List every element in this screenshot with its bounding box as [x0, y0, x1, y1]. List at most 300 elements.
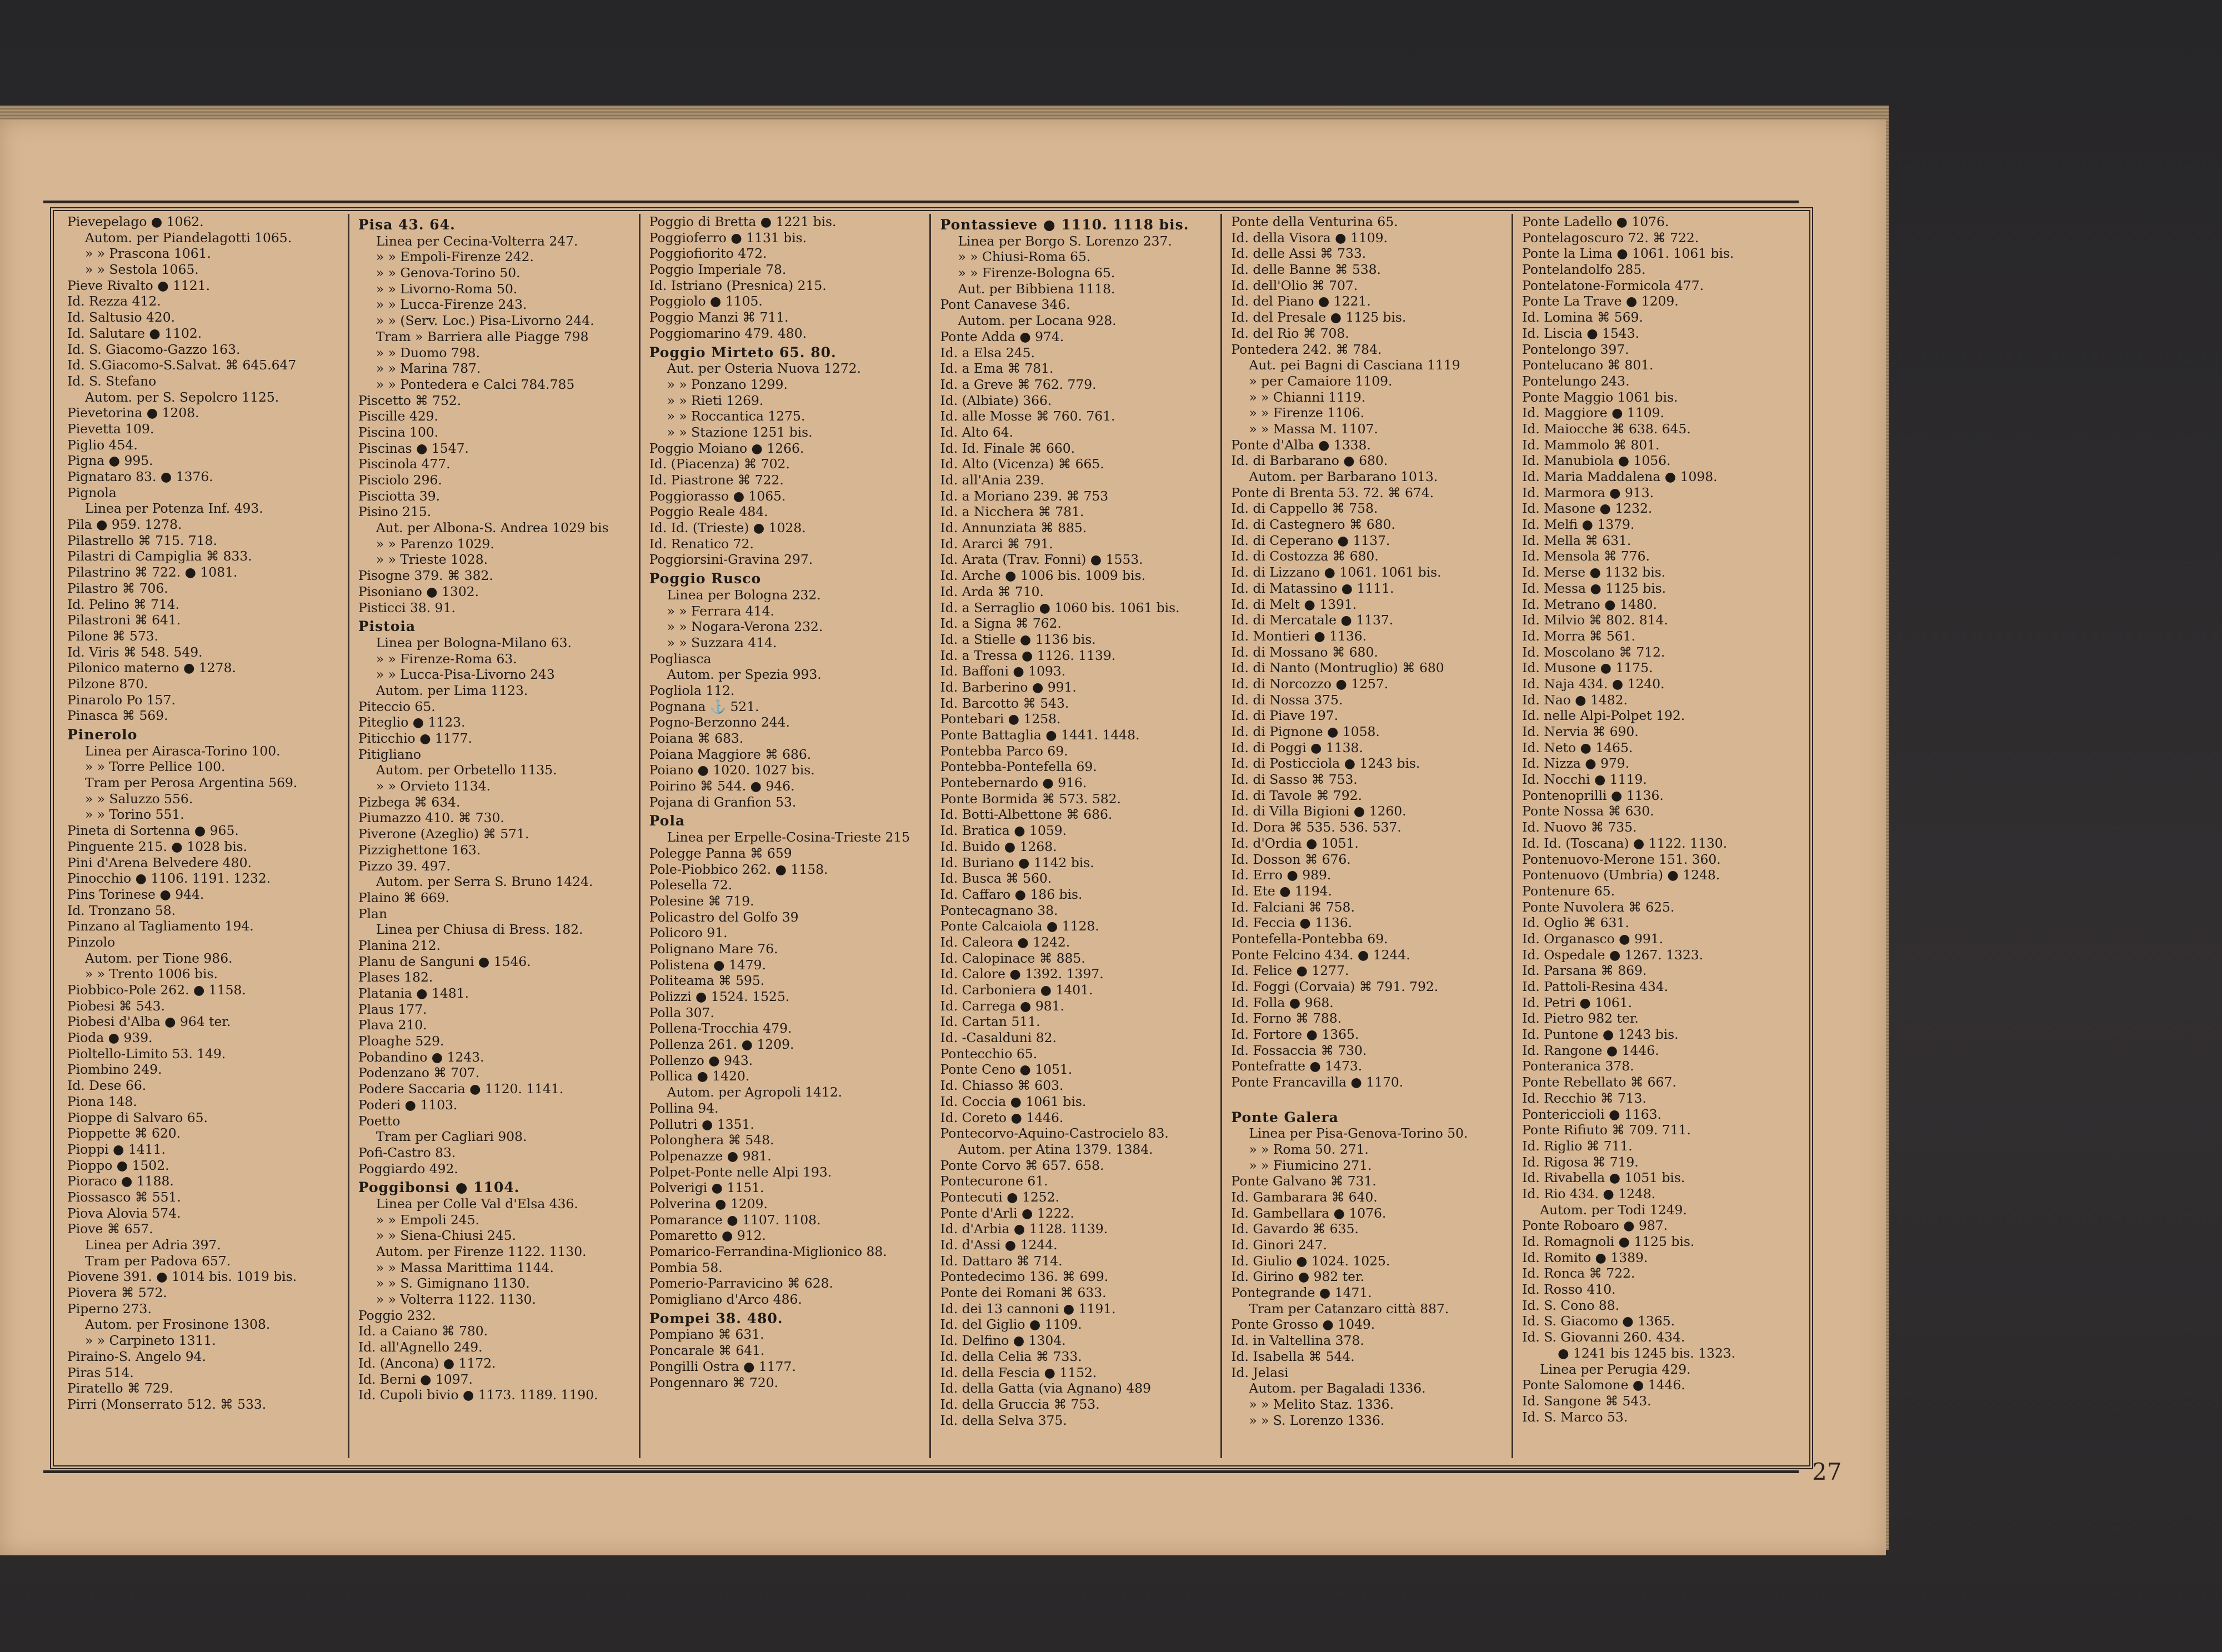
index-entry: Ponte la Lima ● 1061. 1061 bis. [1522, 246, 1734, 262]
index-entry: Pombia 58. [649, 1259, 723, 1275]
index-entry: Id. della Selva 375. [940, 1412, 1067, 1428]
index-entry: Ponte Adda ● 974. [940, 328, 1064, 344]
index-entry: Ponte Ladello ● 1076. [1522, 214, 1669, 229]
index-entry: Id. Ospedale ● 1267. 1323. [1522, 947, 1704, 963]
index-entry: Pioppi ● 1411. [67, 1141, 166, 1157]
index-entry: Piteccio 65. [358, 698, 436, 714]
index-entry: Id. Dattaro ⌘ 714. [940, 1253, 1063, 1269]
index-entry: Pigna ● 995. [67, 453, 153, 469]
index-entry: Poggio di Bretta ● 1221 bis. [649, 214, 837, 229]
page-number: 27 [1812, 1458, 1842, 1485]
index-entry: Pilastro ⌘ 706. [67, 580, 168, 596]
index-entry: » » Empoli 245. [376, 1212, 480, 1228]
index-entry: Id. di Pignone ● 1058. [1231, 724, 1380, 739]
index-entry: Id. a Tressa ● 1126. 1139. [940, 647, 1116, 663]
index-entry: Id. Ararci ⌘ 791. [940, 535, 1053, 552]
index-entry: Ponte Grosso ● 1049. [1231, 1316, 1375, 1333]
index-entry: Poggioferro ● 1131 bis. [649, 229, 807, 246]
index-entry: » » Duomo 798. [376, 344, 480, 361]
index-entry: Id. Arda ⌘ 710. [940, 583, 1044, 599]
index-entry: Pontecuti ● 1252. [940, 1189, 1059, 1205]
index-entry: Pognana ⚓ 521. [649, 698, 759, 714]
index-entry: Tram per Perosa Argentina 569. [85, 775, 298, 791]
index-entry: Poggiofiorito 472. [649, 246, 767, 262]
index-entry: Id. Viris ⌘ 548. 549. [67, 644, 203, 660]
index-entry: Pontelatone-Formicola 477. [1522, 277, 1704, 293]
index-entry: Id. Marmora ● 913. [1522, 484, 1654, 500]
index-entry: Piperno 273. [67, 1300, 152, 1316]
index-heading: Pistoia [358, 618, 416, 635]
index-entry: » » Firenze 1106. [1249, 405, 1365, 421]
index-entry: Id. Romagnoli ● 1125 bis. [1522, 1234, 1695, 1249]
index-entry: Ponte Rebellato ⌘ 667. [1522, 1074, 1676, 1090]
index-entry: Pontebernardo ● 916. [940, 775, 1087, 791]
index-entry: Id. Dosson ⌘ 676. [1231, 851, 1351, 867]
index-entry: Id. Recchio ⌘ 713. [1522, 1090, 1647, 1106]
index-entry: Autom. per Firenze 1122. 1130. [376, 1244, 587, 1259]
index-entry: Id. (Albiate) 366. [940, 392, 1052, 408]
index-entry: Id. Pattoli-Resina 434. [1522, 979, 1669, 994]
index-entry: Poggiomarino 479. 480. [649, 325, 807, 341]
index-entry: Id. all'Agnello 249. [358, 1339, 483, 1355]
index-entry: » » S. Gimignano 1130. [376, 1275, 530, 1291]
index-entry: Linea per Bologna 232. [667, 587, 821, 603]
index-entry: Id. Annunziata ⌘ 885. [940, 520, 1087, 536]
index-entry: Piona 148. [67, 1093, 137, 1109]
index-entry: Id. S. Giacomo-Gazzo 163. [67, 341, 241, 357]
index-entry: Ponte Galvano ⌘ 731. [1231, 1173, 1377, 1189]
index-entry: » » Roccantica 1275. [667, 408, 805, 424]
index-entry: Poggio Reale 484. [649, 504, 768, 520]
index-entry: Id. Chiasso ⌘ 603. [940, 1078, 1064, 1094]
index-entry: Autom. per Orbetello 1135. [376, 762, 557, 778]
index-entry: Poderi ● 1103. [358, 1097, 458, 1113]
index-entry: Polesella 72. [649, 877, 733, 893]
index-entry: Pinasca ⌘ 569. [67, 708, 168, 724]
index-entry: Pioppette ⌘ 620. [67, 1125, 181, 1142]
timetable-index-page [0, 119, 1886, 1555]
index-entry: Piticchio ● 1177. [358, 730, 472, 746]
index-entry: Id. S.Giacomo-S.Salvat. ⌘ 645.647 [67, 357, 297, 373]
index-entry: Id. Saltusio 420. [67, 309, 176, 326]
index-entry: Id. Metrano ● 1480. [1522, 596, 1657, 612]
index-entry: Id. Nuovo ⌘ 735. [1522, 819, 1637, 835]
index-entry: Ponte Francavilla ● 1170. [1231, 1074, 1404, 1090]
index-entry: Id. delle Assi ⌘ 733. [1231, 246, 1367, 262]
index-entry: Polizzi ● 1524. 1525. [649, 989, 790, 1004]
index-entry: Id. S. Giacomo ● 1365. [1522, 1313, 1675, 1329]
index-entry: Id. della Gatta (via Agnano) 489 [940, 1380, 1151, 1396]
index-entry: Id. Ronca ⌘ 722. [1522, 1265, 1635, 1281]
index-entry: Pioda ● 939. [67, 1030, 153, 1046]
index-entry: » » Ponzano 1299. [667, 376, 788, 392]
index-entry: Poggiardo 492. [358, 1160, 458, 1177]
index-entry: Id. Rosso 410. [1522, 1281, 1616, 1298]
index-entry: Polverina ● 1209. [649, 1195, 768, 1212]
index-entry: Id. d'Assi ● 1244. [940, 1237, 1058, 1253]
index-entry: Ponte d'Arli ● 1222. [940, 1205, 1074, 1221]
index-entry: Autom. per Barbarano 1013. [1249, 469, 1438, 484]
index-entry: Id. Erro ● 989. [1231, 867, 1332, 883]
index-entry: Ponte Felcino 434. ● 1244. [1231, 947, 1410, 963]
index-entry: Pieve Rivalto ● 1121. [67, 277, 211, 293]
index-entry: Id. Naja 434. ● 1240. [1522, 675, 1665, 692]
index-entry: Piobesi ⌘ 543. [67, 998, 165, 1014]
index-entry: Autom. per Lima 1123. [376, 682, 528, 698]
index-entry: Id. Barcotto ⌘ 543. [940, 695, 1069, 711]
index-entry: Pievepelago ● 1062. [67, 214, 204, 229]
index-entry: Id. Id. (Trieste) ● 1028. [649, 520, 806, 536]
index-entry: Piove ⌘ 657. [67, 1221, 153, 1237]
index-entry: » » Fiumicino 271. [1249, 1157, 1372, 1173]
index-entry: Id. Rivabella ● 1051 bis. [1522, 1170, 1685, 1186]
index-entry: » » Volterra 1122. 1130. [376, 1291, 536, 1308]
index-entry: Piverone (Azeglio) ⌘ 571. [358, 826, 529, 842]
index-entry: Piobesi d'Alba ● 964 ter. [67, 1014, 231, 1030]
index-entry [1231, 1090, 1503, 1107]
index-entry: Pongilli Ostra ● 1177. [649, 1358, 796, 1374]
index-entry: Id. Baffoni ● 1093. [940, 663, 1066, 679]
index-entry: Pontenuovo (Umbria) ● 1248. [1522, 867, 1720, 883]
index-entry: Id. Organasco ● 991. [1522, 930, 1664, 947]
index-entry: Id. a Moriano 239. ⌘ 753 [940, 488, 1109, 504]
index-entry: Id. di Poggi ● 1138. [1231, 739, 1363, 755]
index-entry: Podenzano ⌘ 707. [358, 1065, 480, 1081]
index-entry: Id. Renatico 72. [649, 535, 754, 552]
index-entry: Id. Dora ⌘ 535. 536. 537. [1231, 819, 1402, 835]
index-entry: Aut. per Albona-S. Andrea 1029 bis [376, 520, 609, 536]
index-entry: Poiano ● 1020. 1027 bis. [649, 762, 815, 778]
index-entry: Pomarico-Ferrandina-Miglionico 88. [649, 1244, 887, 1259]
index-entry: Pontecurone 61. [940, 1173, 1048, 1189]
index-entry: Id. a Signa ⌘ 762. [940, 615, 1062, 632]
index-entry: Id. Romito ● 1389. [1522, 1249, 1648, 1265]
index-entry: Ponte Nuvolera ⌘ 625. [1522, 899, 1675, 915]
index-entry: » » Roma 50. 271. [1249, 1141, 1369, 1157]
index-entry: Pontefratte ● 1473. [1231, 1058, 1363, 1074]
index-entry: Pioraco ● 1188. [67, 1173, 174, 1189]
index-heading: Pisa 43. 64. [358, 217, 456, 233]
index-entry: Id. di Mossano ⌘ 680. [1231, 644, 1378, 660]
index-entry: Id. Id. Finale ⌘ 660. [940, 440, 1075, 456]
index-entry: Id. di Melt ● 1391. [1231, 596, 1357, 612]
index-entry: Id. Alto (Vicenza) ⌘ 665. [940, 456, 1104, 472]
index-entry: Pinguente 215. ● 1028 bis. [67, 838, 248, 854]
index-entry: » » Prascona 1061. [85, 246, 211, 262]
index-entry: Pomarance ● 1107. 1108. [649, 1212, 821, 1228]
index-entry: Id. della Fescia ● 1152. [940, 1364, 1097, 1380]
index-entry: Id. Cupoli bivio ● 1173. 1189. 1190. [358, 1387, 598, 1403]
index-entry: Id. d'Arbia ● 1128. 1139. [940, 1221, 1108, 1237]
index-entry: Poggio 232. [358, 1307, 436, 1323]
index-entry: Piovera ⌘ 572. [67, 1285, 167, 1301]
index-heading: Pinerolo [67, 727, 138, 743]
index-entry: Pollutri ● 1351. [649, 1116, 754, 1132]
index-entry: Pilastri di Campiglia ⌘ 833. [67, 548, 252, 564]
index-entry: Id. Dese 66. [67, 1078, 147, 1094]
index-entry: Linea per Pisa-Genova-Torino 50. [1249, 1125, 1468, 1142]
index-entry: Id. -Casalduni 82. [940, 1030, 1057, 1046]
index-entry: Pilone ⌘ 573. [67, 628, 159, 644]
index-entry: Pineta di Sortenna ● 965. [67, 823, 239, 839]
index-entry: Pini d'Arena Belvedere 480. [67, 854, 252, 870]
index-heading: Pola [649, 813, 685, 829]
index-entry: Id. Buriano ● 1142 bis. [940, 854, 1094, 870]
index-entry: Linea per Colle Val d'Elsa 436. [376, 1195, 578, 1212]
index-entry: Pilzone 870. [67, 675, 148, 692]
index-entry: Pizbega ⌘ 634. [358, 794, 461, 810]
index-entry: » » Massa Marittima 1144. [376, 1259, 554, 1275]
index-entry: Piratello ⌘ 729. [67, 1380, 173, 1396]
index-entry: Pobandino ● 1243. [358, 1049, 484, 1065]
index-entry: Tram per Catanzaro città 887. [1249, 1300, 1449, 1316]
index-entry: Id. Tronzano 58. [67, 902, 176, 918]
index-entry: Id. Rio 434. ● 1248. [1522, 1185, 1656, 1202]
index-entry: Ponte Maggio 1061 bis. [1522, 389, 1678, 405]
index-entry: Id. Delfino ● 1304. [940, 1333, 1066, 1349]
index-entry: Id. Mammolo ⌘ 801. [1522, 437, 1660, 453]
index-entry: Ponte Roboaro ● 987. [1522, 1218, 1668, 1234]
index-entry: Piraino-S. Angelo 94. [67, 1348, 206, 1364]
index-entry: Piglio 454. [67, 437, 138, 453]
index-entry: Id. Gambellara ● 1076. [1231, 1205, 1387, 1221]
index-entry: Linea per Perugia 429. [1540, 1361, 1691, 1377]
index-entry: Id. di Sasso ⌘ 753. [1231, 772, 1358, 788]
index-entry: Id. del Presale ● 1125 bis. [1231, 309, 1407, 326]
index-column-3 [639, 214, 930, 1458]
index-heading: Poggibonsi ● 1104. [358, 1179, 520, 1196]
index-entry: Id. di Matassino ● 1111. [1231, 580, 1394, 596]
index-entry: Polignano Mare 76. [649, 940, 778, 957]
index-entry: Pogno-Berzonno 244. [649, 714, 790, 730]
index-entry: Pontegrande ● 1471. [1231, 1285, 1372, 1301]
index-entry: Id. Calore ● 1392. 1397. [940, 966, 1104, 982]
index-entry: » » Nogara-Verona 232. [667, 619, 823, 635]
index-entry: Id. Botti-Albettone ⌘ 686. [940, 807, 1113, 823]
index-entry: Ponte della Venturina 65. [1231, 214, 1398, 229]
index-entry: Id. Arata (Trav. Fonni) ● 1553. [940, 552, 1143, 568]
index-entry: Poggio Manzi ⌘ 711. [649, 309, 789, 326]
index-entry: Ponte Ceno ● 1051. [940, 1062, 1073, 1078]
index-entry: Ponte Bormida ⌘ 573. 582. [940, 790, 1121, 807]
index-entry: Linea per Borgo S. Lorenzo 237. [958, 233, 1172, 249]
index-heading: Pontassieve ● 1110. 1118 bis. [940, 217, 1189, 233]
index-entry: Id. Puntone ● 1243 bis. [1522, 1027, 1679, 1043]
index-entry: Id. Messa ● 1125 bis. [1522, 580, 1666, 596]
index-entry: Autom. per Atina 1379. 1384. [958, 1141, 1153, 1157]
index-entry: Id. Buido ● 1268. [940, 838, 1057, 854]
index-entry: Autom. per Piandelagotti 1065. [85, 229, 292, 246]
index-entry: » » Stazione 1251 bis. [667, 424, 813, 440]
index-entry: Id. Mensola ⌘ 776. [1522, 548, 1650, 564]
index-entry: Id. alle Mosse ⌘ 760. 761. [940, 408, 1115, 424]
index-entry: » » Genova-Torino 50. [376, 265, 521, 281]
index-entry: Polegge Panna ⌘ 659 [649, 845, 792, 861]
index-entry: Tram per Padova 657. [85, 1253, 231, 1269]
index-entry: Pollina 94. [649, 1100, 719, 1116]
index-entry: Pisticci 38. 91. [358, 599, 456, 615]
index-entry: Pont Canavese 346. [940, 297, 1070, 313]
index-entry: Id. a Greve ⌘ 762. 779. [940, 376, 1097, 392]
index-heading: Poggio Rusco [649, 570, 762, 587]
index-entry: Id. Girino ● 982 ter. [1231, 1269, 1365, 1285]
index-entry: » » Torino 551. [85, 807, 184, 823]
index-entry: Tram » Barriera alle Piagge 798 [376, 328, 589, 344]
index-entry: Ponte Corvo ⌘ 657. 658. [940, 1157, 1104, 1173]
index-entry: Pollenzo ● 943. [649, 1052, 753, 1068]
index-entry: Ponte Battaglia ● 1441. 1448. [940, 727, 1140, 743]
index-entry: Pompiano ⌘ 631. [649, 1326, 764, 1343]
index-entry: Ponte Salomone ● 1446. [1522, 1377, 1685, 1393]
index-entry: Linea per Cecina-Volterra 247. [376, 233, 578, 249]
index-entry: Id. di Lizzano ● 1061. 1061 bis. [1231, 564, 1442, 580]
index-entry: Id. di Nossa 375. [1231, 692, 1343, 708]
index-entry: Pontenuovo-Merone 151. 360. [1522, 851, 1721, 867]
index-entry: Platania ● 1481. [358, 985, 469, 1001]
index-entry: Id. Falciani ⌘ 758. [1231, 899, 1355, 915]
index-entry: Poggiorsini-Gravina 297. [649, 552, 813, 568]
index-entry: Id. Neto ● 1465. [1522, 739, 1633, 755]
index-entry: Id. Ginori 247. [1231, 1237, 1327, 1253]
index-entry: Id. Sangone ⌘ 543. [1522, 1393, 1652, 1409]
index-entry: Id. Moscolano ⌘ 712. [1522, 644, 1665, 660]
index-entry: Id. Melfi ● 1379. [1522, 517, 1635, 533]
index-entry: Id. Isabella ⌘ 544. [1231, 1348, 1355, 1364]
index-entry: Plan [358, 905, 388, 922]
index-entry: Id. del Giglio ● 1109. [940, 1316, 1082, 1333]
index-entry: Id. del Rio ⌘ 708. [1231, 325, 1349, 341]
index-column-6 [1512, 214, 1803, 1458]
index-entry: Id. Pelino ⌘ 714. [67, 596, 180, 612]
index-entry: Id. Milvio ⌘ 802. 814. [1522, 612, 1668, 628]
index-entry: Id. (Ancona) ● 1172. [358, 1355, 496, 1371]
index-entry: Id. di Piave 197. [1231, 708, 1339, 724]
index-entry: Id. Nervia ⌘ 690. [1522, 724, 1639, 739]
index-entry: Poetto [358, 1113, 401, 1129]
index-entry: » » Trieste 1028. [376, 552, 488, 568]
index-entry: Id. Coreto ● 1446. [940, 1109, 1064, 1125]
index-entry: Id. Pietro 982 ter. [1522, 1010, 1639, 1027]
index-entry: Id. Mella ⌘ 631. [1522, 532, 1632, 548]
index-entry: Pogliola 112. [649, 682, 735, 698]
index-entry: Id. Felice ● 1277. [1231, 963, 1349, 979]
index-entry: Id. di Barbarano ● 680. [1231, 453, 1388, 469]
index-entry: Pievetta 109. [67, 420, 154, 437]
index-entry: Id. Manubiola ● 1056. [1522, 453, 1671, 469]
index-entry: Id. di Ceperano ● 1137. [1231, 532, 1390, 548]
index-entry: ● 1241 bis 1245 bis. 1323. [1558, 1345, 1736, 1361]
index-entry: Pilastrino ⌘ 722. ● 1081. [67, 564, 238, 580]
index-entry: Id. Barberino ● 991. [940, 679, 1077, 695]
index-entry: Id. di Cappello ⌘ 758. [1231, 500, 1378, 517]
index-entry: » » Trento 1006 bis. [85, 966, 218, 982]
index-entry: Planu de Sanguni ● 1546. [358, 953, 531, 969]
index-entry: Id. di Tavole ⌘ 792. [1231, 787, 1362, 803]
index-entry: Ponteranica 378. [1522, 1058, 1634, 1074]
index-entry: Id. Musone ● 1175. [1522, 660, 1653, 676]
index-entry: Linea per Bologna-Milano 63. [376, 634, 572, 650]
index-entry: Pontefella-Pontebba 69. [1231, 930, 1388, 947]
index-entry: Pollenza 261. ● 1209. [649, 1037, 794, 1053]
index-entry: Pisogne 379. ⌘ 382. [358, 568, 493, 584]
index-entry: Id. Arche ● 1006 bis. 1009 bis. [940, 568, 1146, 584]
index-entry: Pollena-Trocchia 479. [649, 1020, 792, 1037]
index-entry: Pisoniano ● 1302. [358, 583, 479, 599]
index-entry: Pirri (Monserrato 512. ⌘ 533. [67, 1396, 267, 1412]
top-rule [43, 201, 1799, 203]
index-entry: Pilastrello ⌘ 715. 718. [67, 532, 217, 548]
index-entry: Pizzo 39. 497. [358, 858, 451, 874]
index-entry: Pisciolo 296. [358, 472, 442, 488]
index-entry: Linea per Chiusa di Bress. 182. [376, 922, 583, 938]
index-entry: » » Chianni 1119. [1249, 389, 1366, 405]
index-entry: Id. Coccia ● 1061 bis. [940, 1093, 1087, 1109]
index-entry: Aut. per Osteria Nuova 1272. [667, 361, 861, 377]
index-entry: Polpet-Ponte nelle Alpi 193. [649, 1164, 832, 1180]
index-entry: Pignataro 83. ● 1376. [67, 469, 213, 484]
index-entry: » » Saluzzo 556. [85, 790, 193, 807]
index-entry: Id. Caffaro ● 186 bis. [940, 886, 1083, 902]
index-entry: Poirino ⌘ 544. ● 946. [649, 778, 795, 794]
index-entry: Id. Nizza ● 979. [1522, 755, 1630, 772]
index-entry: Id. Istriano (Presnica) 215. [649, 277, 827, 293]
index-entry: Ponte Nossa ⌘ 630. [1522, 803, 1654, 819]
index-entry: Poncarale ⌘ 641. [649, 1343, 765, 1359]
index-entry: Id. a Stielle ● 1136 bis. [940, 631, 1096, 647]
index-entry: Id. Bratica ● 1059. [940, 823, 1067, 839]
index-entry: Pontelongo 397. [1522, 341, 1629, 357]
index-entry: » » Marina 787. [376, 361, 481, 377]
index-entry: Id. Carboniera ● 1401. [940, 982, 1093, 998]
index-entry: » » Torre Pellice 100. [85, 759, 226, 775]
index-entry: Id. Masone ● 1232. [1522, 500, 1653, 517]
index-entry: Id. Petri ● 1061. [1522, 994, 1633, 1010]
index-entry: Pofi-Castro 83. [358, 1144, 456, 1160]
index-entry: Autom. per S. Sepolcro 1125. [85, 389, 279, 405]
index-entry: Id. di Norcozzo ● 1257. [1231, 675, 1389, 692]
index-entry: Id. S. Marco 53. [1522, 1409, 1628, 1425]
index-entry: Autom. per Todi 1249. [1540, 1202, 1687, 1218]
index-entry: Pontebba-Pontefella 69. [940, 759, 1097, 775]
index-entry: Pinzolo [67, 934, 116, 950]
index-entry: Linea per Potenza Inf. 493. [85, 500, 263, 517]
index-entry: Pioppo ● 1502. [67, 1157, 169, 1173]
index-entry: Id. (Piacenza) ⌘ 702. [649, 456, 790, 472]
index-entry: Id. Nocchi ● 1119. [1522, 772, 1647, 788]
index-entry: Id. Parsana ⌘ 869. [1522, 963, 1647, 979]
index-entry: Pogliasca [649, 650, 712, 667]
index-heading: Pompei 38. 480. [649, 1310, 783, 1326]
index-entry: Id. Carrega ● 981. [940, 998, 1064, 1014]
index-entry: Piscille 429. [358, 408, 438, 424]
index-entry: Id. Rigosa ⌘ 719. [1522, 1154, 1639, 1170]
index-entry: Pontecorvo-Aquino-Castrocielo 83. [940, 1125, 1169, 1142]
index-entry: Pontecagnano 38. [940, 902, 1058, 918]
index-entry: Id. in Valtellina 378. [1231, 1333, 1364, 1349]
index-entry: Id. Cartan 511. [940, 1014, 1040, 1030]
index-entry: Ponte di Brenta 53. 72. ⌘ 674. [1231, 484, 1434, 500]
index-entry: Podere Saccaria ● 1120. 1141. [358, 1081, 564, 1097]
index-entry: Pole-Piobbico 262. ● 1158. [649, 861, 828, 877]
index-entry: Id. Ete ● 1194. [1231, 883, 1332, 899]
index-entry: Id. a Ema ⌘ 781. [940, 361, 1054, 377]
index-entry: Autom. per Serra S. Bruno 1424. [376, 874, 593, 890]
index-entry: » » Firenze-Bologna 65. [958, 265, 1115, 281]
index-entry: » » Pontedera e Calci 784.785 [376, 376, 575, 392]
index-entry: Ponte La Trave ● 1209. [1522, 293, 1679, 309]
index-entry: Autom. per Frosinone 1308. [85, 1316, 271, 1333]
index-entry: Id. della Gruccia ⌘ 753. [940, 1396, 1100, 1412]
